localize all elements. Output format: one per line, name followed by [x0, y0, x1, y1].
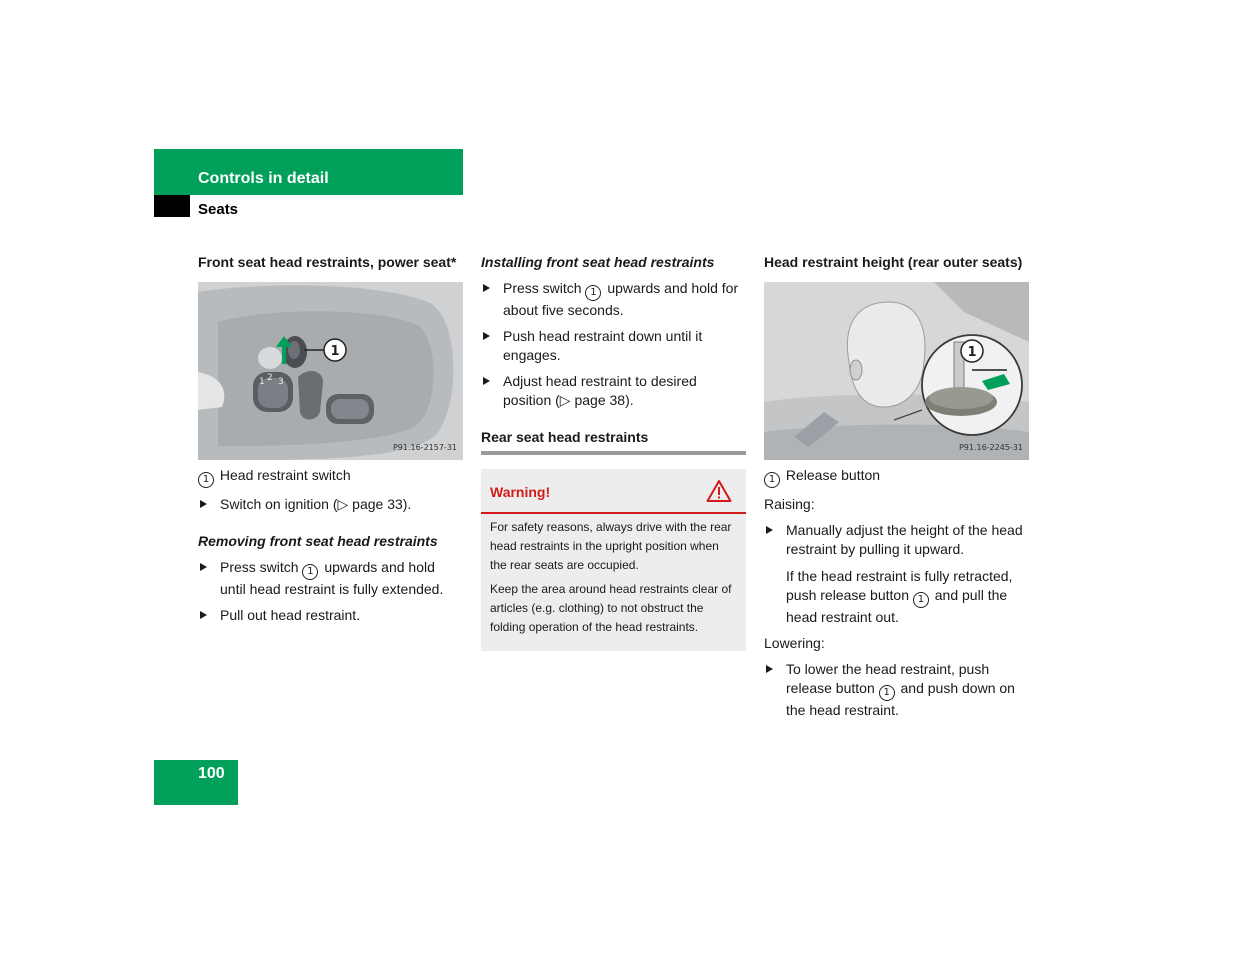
rear-restraint-figure — [764, 282, 1029, 460]
page-number-box — [154, 760, 238, 805]
bullet-arrow-icon — [483, 284, 490, 292]
list-item — [198, 558, 463, 599]
lowering-label: Lowering: — [764, 635, 825, 651]
callout-number: 1 — [585, 285, 601, 301]
figure-callout: 1 — [330, 344, 340, 359]
subsection-title: Seats — [198, 201, 239, 218]
step-text-b: upwards and hold for about five seconds. — [503, 280, 739, 318]
figure-callout: 1 — [967, 345, 977, 360]
list-item — [481, 279, 746, 320]
step-text: Pull out head restraint. — [220, 607, 361, 623]
list-item — [764, 660, 1029, 720]
bullet-arrow-icon — [200, 500, 207, 508]
step-text: Adjust head restraint to desired position (▷ page 38). — [503, 373, 697, 408]
rear-seat-section-heading: Rear seat head restraints — [481, 428, 746, 455]
step-text-a: To lower the head restraint, push release button — [786, 661, 990, 696]
callout-number: 1 — [913, 592, 929, 608]
step-text-a: Press switch — [503, 280, 582, 296]
warning-paragraph: Keep the area around head restraints clear of articles (e.g. clothing) to not obstruct the folding operation of the head restraints. — [490, 582, 732, 634]
figure-caption — [764, 466, 1029, 488]
note-text — [764, 567, 1029, 627]
bullet-arrow-icon — [766, 665, 773, 673]
note-text-a: If the head restraint is fully retracted, push release button — [786, 568, 1013, 603]
callout-number: 1 — [764, 472, 780, 488]
column-front-seat — [198, 253, 463, 625]
note-text-b: and pull the head restraint out. — [786, 587, 1008, 625]
list-item — [481, 372, 746, 410]
figure-code: P91.16-2245-31 — [958, 443, 1023, 452]
figure-caption — [198, 466, 463, 488]
bullet-arrow-icon — [483, 332, 490, 340]
rear-height-heading: Head restraint height (rear outer seats) — [764, 254, 1023, 270]
caption-text: Release button — [785, 467, 881, 483]
callout-number: 1 — [302, 564, 318, 580]
raising-label: Raising: — [764, 496, 815, 512]
list-item — [481, 327, 746, 365]
warning-title: Warning! — [490, 484, 551, 500]
bullet-arrow-icon — [200, 611, 207, 619]
step-text: Manually adjust the height of the head restraint by pulling it upward. — [786, 522, 1023, 557]
list-item — [198, 495, 463, 514]
list-item — [764, 521, 1029, 559]
warning-triangle-icon — [706, 479, 732, 508]
list-item — [198, 606, 463, 625]
step-text-a: Press switch — [220, 559, 299, 575]
door-switch-illustration — [198, 282, 463, 460]
memory-key-label-1: 1 — [259, 377, 265, 387]
warning-paragraph: For safety reasons, always drive with the rear head restraints in the upright position when the rear seats are occupied. — [490, 520, 732, 572]
warning-body — [481, 514, 746, 651]
removing-subheading: Removing front seat head restraints — [198, 533, 438, 549]
warning-header — [481, 469, 746, 514]
section-title: Controls in detail — [198, 170, 329, 187]
callout-number: 1 — [879, 685, 895, 701]
page-number: 100 — [198, 765, 225, 782]
step-text-b: and push down on the head restraint. — [786, 680, 1015, 718]
caption-text: Head restraint switch — [219, 467, 351, 483]
door-switch-figure — [198, 282, 463, 460]
step-text: Push head restraint down until it engages. — [503, 328, 703, 363]
bullet-arrow-icon — [200, 563, 207, 571]
rear-restraint-illustration — [764, 282, 1029, 460]
step-text: Switch on ignition (▷ page 33). — [220, 496, 412, 512]
bullet-arrow-icon — [766, 526, 773, 534]
memory-key-label-2: 2 — [267, 373, 273, 383]
warning-box — [481, 469, 746, 651]
subsection-marker — [154, 195, 190, 217]
figure-code: P91.16-2157-31 — [392, 443, 457, 452]
column-installing — [481, 253, 746, 651]
step-text-b: upwards and hold until head restraint is fully extended. — [220, 559, 444, 597]
bullet-arrow-icon — [483, 377, 490, 385]
front-seat-heading: Front seat head restraints, power seat* — [198, 254, 457, 270]
callout-number: 1 — [198, 472, 214, 488]
installing-subheading: Installing front seat head restraints — [481, 254, 715, 270]
memory-key-label-3: 3 — [278, 377, 284, 387]
column-rear-height — [764, 253, 1029, 720]
